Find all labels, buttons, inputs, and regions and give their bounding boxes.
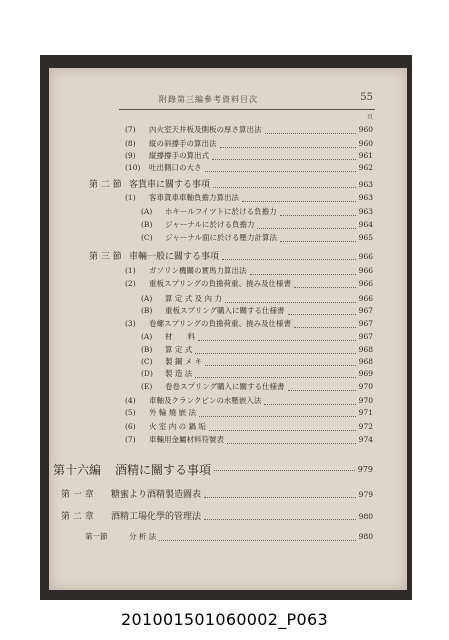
toc-entry	[49, 461, 407, 479]
dot-leader	[195, 365, 356, 378]
toc-entry-page: 968	[358, 345, 373, 354]
image-caption: 201001501060002_P063	[121, 610, 328, 629]
dot-leader	[198, 328, 356, 341]
toc-entry-page: 960	[358, 125, 373, 134]
toc-entry-number: (2)	[125, 279, 136, 288]
toc-entry-number: (1)	[125, 266, 136, 275]
toc-entry-number: (B)	[141, 220, 153, 229]
toc-entry-title: 酒精に關する事項	[115, 463, 212, 477]
toc-entry-page: 963	[358, 180, 373, 189]
page-header	[49, 94, 407, 108]
toc-entry-title: 重板スプリング購入に關する仕様書	[165, 306, 285, 315]
toc-entry	[49, 488, 407, 502]
page-column-label: 頁	[366, 114, 373, 121]
toc-entry	[49, 232, 407, 244]
toc-entry-page: 964	[358, 220, 373, 229]
toc-entry-title: 車輛用金屬材料符號表	[149, 435, 224, 444]
toc-entry-number: (D)	[141, 369, 153, 378]
dot-leader	[227, 431, 356, 444]
toc-entry-title: 外 輪 燒 嵌 法	[149, 408, 197, 417]
toc-entry-page: 980	[358, 512, 373, 521]
toc-entry-number: (6)	[125, 422, 136, 431]
toc-entry-number: 第 一 章	[61, 490, 94, 500]
toc-entry-title: 車軸及クランクピンの水壓嵌入法	[149, 396, 262, 405]
toc-entry-title: 縦の斜撐手の算出法	[149, 139, 217, 148]
dot-leader	[222, 247, 356, 260]
toc-entry-number: (A)	[141, 332, 153, 341]
dot-leader	[288, 378, 356, 391]
toc-entry-page: 968	[358, 357, 373, 366]
dot-leader	[213, 175, 356, 188]
toc-entry-page: 971	[358, 408, 373, 417]
toc-entry-page: 967	[358, 319, 373, 328]
toc-entry-number: (3)	[125, 319, 136, 328]
toc-entry-page: 972	[358, 422, 373, 431]
toc-entry-title: 客車貨車車軸負擔力算出法	[149, 193, 239, 202]
toc-entry	[49, 510, 407, 524]
toc-entry-title: 製 鋼 メ キ	[165, 357, 203, 366]
toc-entry	[49, 531, 407, 543]
toc-entry-title: 吐出側口の大さ	[149, 163, 202, 172]
toc-entry-title: ホキールフイツトに於ける負擔力	[165, 207, 277, 216]
toc-entry-page: 963	[358, 207, 373, 216]
toc-entry-page: 966	[358, 266, 373, 275]
toc-entry-page: 966	[358, 294, 373, 303]
toc-entry-page: 966	[358, 279, 373, 288]
toc-entry-page: 970	[358, 396, 373, 405]
toc-entry-number: 第十六編	[53, 463, 102, 477]
toc-entry-number: 第 二 章	[61, 512, 94, 522]
toc-entry-number: 第 二 節	[89, 180, 122, 190]
toc-entry-title: ガソリン機關の實馬力算出法	[149, 266, 247, 275]
toc-entry-title: 縦撐撐手の算出式	[149, 151, 209, 160]
dot-leader	[204, 507, 356, 520]
toc-entry-title: 算 定 式 及 內 力	[165, 294, 222, 303]
toc-entry-page: 979	[357, 465, 373, 474]
running-title: 附錄第三編參考資料目次	[159, 95, 258, 104]
toc-entry-number: (10)	[125, 163, 141, 172]
dot-leader	[280, 229, 356, 242]
toc-entry-page: 979	[358, 490, 373, 499]
toc-entry-number: (A)	[141, 207, 153, 216]
toc-entry-title: 酒精工場化學的管理法	[111, 512, 202, 522]
toc-entry-title: ジャーナルに於ける負擔力	[165, 220, 255, 229]
toc-entry-title: 卷螺スプリングの負擔荷重、撓み及仕様書	[149, 319, 292, 328]
dot-leader	[280, 203, 356, 216]
dot-leader	[294, 275, 356, 288]
toc-entry-number: (C)	[141, 357, 153, 366]
toc-entry-number: (A)	[141, 294, 153, 303]
toc-entry-title: 分 析 法	[129, 532, 157, 541]
toc-entry-title: 重板スプリングの負擔荷重、撓み及仕様書	[149, 279, 292, 288]
toc-entry-page: 980	[358, 532, 373, 541]
toc-entry-page: 963	[358, 193, 373, 202]
dot-leader	[209, 418, 356, 431]
dot-leader	[204, 485, 356, 498]
toc-entry-page: 961	[358, 151, 373, 160]
toc-entry-title: 火 室 内 の 鍋 垢	[149, 422, 206, 431]
toc-entry-title: 製 造 法	[165, 369, 193, 378]
toc-entry-title: 材 料	[165, 332, 195, 341]
dot-leader	[294, 315, 356, 328]
toc-entry-page: 967	[358, 332, 373, 341]
dot-leader	[159, 528, 356, 541]
dot-leader	[199, 404, 356, 417]
dot-leader	[205, 159, 356, 172]
toc-entry-number: 第一節	[85, 532, 108, 541]
toc-entry-title: 卷卷スプリング購入に關する仕様書	[165, 382, 285, 391]
toc-entry-number: (8)	[125, 139, 136, 148]
toc-entry-number: (1)	[125, 193, 136, 202]
toc-entry-page: 967	[358, 306, 373, 315]
toc-entry-number: (B)	[141, 306, 153, 315]
toc-entry-page: 974	[358, 435, 373, 444]
book-page	[49, 68, 407, 590]
toc-entry-title: ジャーナル面に於ける壓力計算法	[165, 233, 277, 242]
toc-entry-number: (7)	[125, 435, 136, 444]
dot-leader	[288, 302, 356, 315]
dot-leader	[257, 216, 356, 229]
toc-entry-page: 965	[358, 233, 373, 242]
toc-entry-title: 內火室天井板及側板の厚さ算出法	[149, 125, 262, 134]
toc-entry-number: (9)	[125, 151, 136, 160]
dot-leader	[242, 189, 356, 202]
toc-entry-number: (B)	[141, 345, 153, 354]
toc-entry-title: 糖蜜より酒精製造圖表	[111, 490, 202, 500]
toc-entry-title: 算 定 式	[165, 345, 193, 354]
page-number: 55	[360, 92, 373, 103]
toc-entry	[49, 278, 407, 290]
toc-entry-page: 969	[358, 369, 373, 378]
header-rule	[119, 109, 375, 110]
toc-entry-number: (E)	[141, 382, 153, 391]
dot-leader	[265, 121, 356, 134]
dot-leader	[214, 458, 355, 471]
toc-entry-page: 966	[358, 252, 373, 261]
toc-entry-number: 第 三 節	[89, 252, 122, 262]
toc-entry-page: 962	[358, 163, 373, 172]
toc-entry-page: 960	[358, 139, 373, 148]
toc-entry	[49, 162, 407, 174]
toc-entry-page: 970	[358, 382, 373, 391]
toc-entry-title: 車輛一般に關する事項	[129, 252, 220, 262]
toc-entry-number: (5)	[125, 408, 136, 417]
toc-entry	[49, 434, 407, 446]
toc-entry-title: 客貨車に關する事項	[129, 180, 211, 190]
toc-entry-number: (4)	[125, 396, 136, 405]
toc-entry-number: (7)	[125, 125, 136, 134]
dot-leader	[250, 262, 356, 275]
toc-entry-number: (C)	[141, 233, 153, 242]
